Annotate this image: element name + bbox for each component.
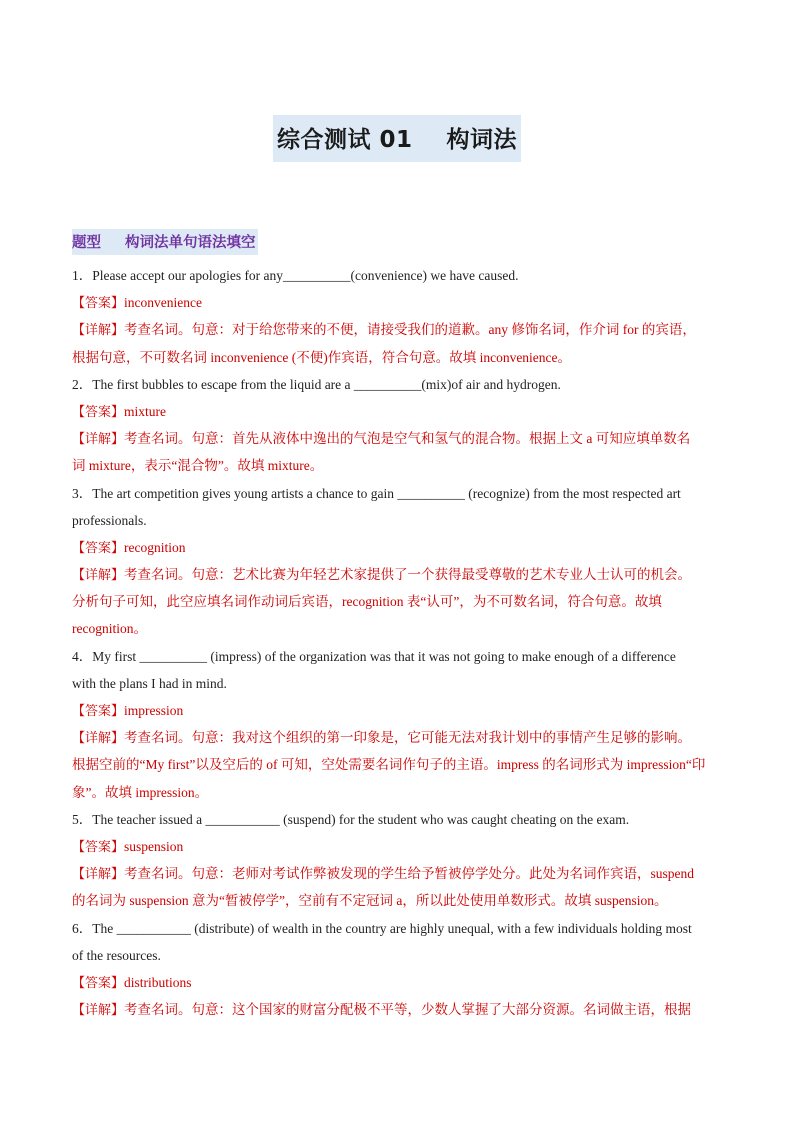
- detail-continuation-line: recognition。: [72, 621, 147, 637]
- answer-line: [72, 534, 724, 561]
- detail-line: [72, 996, 724, 1023]
- answer-line: [72, 398, 724, 425]
- answer-text: impression: [124, 703, 184, 718]
- answer-label: 【答案】: [72, 839, 125, 855]
- detail-label: 【详解】: [72, 731, 125, 747]
- detail-text: 考查名词。句意：老师对考试作弊被发现的学生给予暂被停学处分。此处为名词作宾语，suspend: [124, 866, 695, 882]
- detail-line: [72, 724, 724, 751]
- detail-line: [72, 860, 724, 887]
- title-sub: 构词法: [446, 127, 517, 153]
- detail-label: 【详解】: [72, 1003, 125, 1019]
- answer-text: suspension: [124, 838, 184, 854]
- question-line: 4．My first __________ (impress) of the organization was that it was not going to make enough of a difference: [72, 648, 676, 664]
- title-main: 综合测试 01: [276, 127, 413, 153]
- detail-continuation-line: 根据句意，不可数名词 inconvenience (不便)作宾语，符合句意。故填 inconvenience。: [72, 349, 572, 365]
- question-line: of the resources.: [72, 947, 161, 963]
- question-line: with the plans I had in mind.: [72, 675, 227, 691]
- question-line: 2．The first bubbles to escape from the liquid are a __________(mix)of air and hydrogen.: [72, 376, 561, 392]
- answer-line: [72, 289, 724, 316]
- detail-label: 【详解】: [72, 568, 125, 584]
- detail-continuation-line: 象”。故填 impression。: [72, 784, 209, 800]
- detail-line: [72, 425, 724, 452]
- detail-continuation-line: 的名词为 suspension 意为“暂被停学”，空前有不定冠词 a，所以此处使用单数形式。故填 suspension。: [72, 893, 668, 909]
- question-line: professionals.: [72, 512, 147, 528]
- question-line: 1．Please accept our apologies for any__________(convenience) we have caused.: [72, 268, 519, 283]
- section-type-label: 题型: [72, 235, 101, 251]
- page-title: [273, 115, 521, 162]
- detail-text: 考查名词。句意：艺术比赛为年轻艺术家提供了一个获得最受尊敬的艺术专业人士认可的机会。: [124, 567, 692, 583]
- detail-continuation-line: 根据空前的“My first”以及空后的 of 可知，空处需要名词作句子的主语。impress 的名词形式为 impression“印: [72, 757, 706, 773]
- detail-continuation-line: 分析句子可知，此空应填名词作动词后宾语，recognition 表“认可”，为不可数名词，符合句意。故填: [72, 594, 662, 610]
- answer-line: [72, 833, 724, 860]
- answer-label: 【答案】: [72, 296, 125, 312]
- detail-label: 【详解】: [72, 867, 125, 883]
- answer-text: distributions: [124, 974, 192, 990]
- answer-label: 【答案】: [72, 540, 125, 556]
- detail-line: [72, 561, 724, 588]
- question-line: 3．The art competition gives young artists a chance to gain __________ (recognize) from the most respected art: [72, 485, 681, 501]
- detail-text: 考查名词。句意：我对这个组织的第一印象是，它可能无法对我计划中的事情产生足够的影响。: [124, 730, 692, 746]
- title-area: [0, 115, 794, 162]
- answer-text: mixture: [124, 403, 167, 419]
- detail-text: 考查名词。句意：这个国家的财富分配极不平等，少数人掌握了大部分资源。名词做主语，根据: [124, 1002, 692, 1018]
- detail-text: 考查名词。句意：首先从液体中逸出的气泡是空气和氢气的混合物。根据上文 a 可知应填单数名: [124, 431, 691, 447]
- answer-label: 【答案】: [72, 975, 125, 991]
- answer-text: inconvenience: [124, 295, 202, 311]
- answer-label: 【答案】: [72, 704, 125, 719]
- detail-label: 【详解】: [72, 432, 125, 448]
- answer-text: recognition: [124, 539, 186, 555]
- detail-line: [72, 316, 724, 343]
- detail-continuation-line: 词 mixture，表示“混合物”。故填 mixture。: [72, 458, 324, 474]
- detail-label: 【详解】: [72, 323, 125, 339]
- question-line: 5．The teacher issued a ___________ (suspend) for the student who was caught cheating on the exam.: [72, 811, 630, 827]
- answer-label: 【答案】: [72, 404, 125, 420]
- question-list: [72, 262, 724, 1023]
- detail-text: 考查名词。句意：对于给您带来的不便，请接受我们的道歉。any 修饰名词，作介词 for 的宾语，: [124, 322, 696, 338]
- answer-line: [72, 697, 724, 724]
- answer-line: [72, 969, 724, 996]
- section-type-name: 构词法单句语法填空: [125, 235, 256, 251]
- section-heading: [72, 229, 258, 255]
- question-line: 6．The ___________ (distribute) of wealth in the country are highly unequal, with a few individuals holding most: [72, 920, 692, 936]
